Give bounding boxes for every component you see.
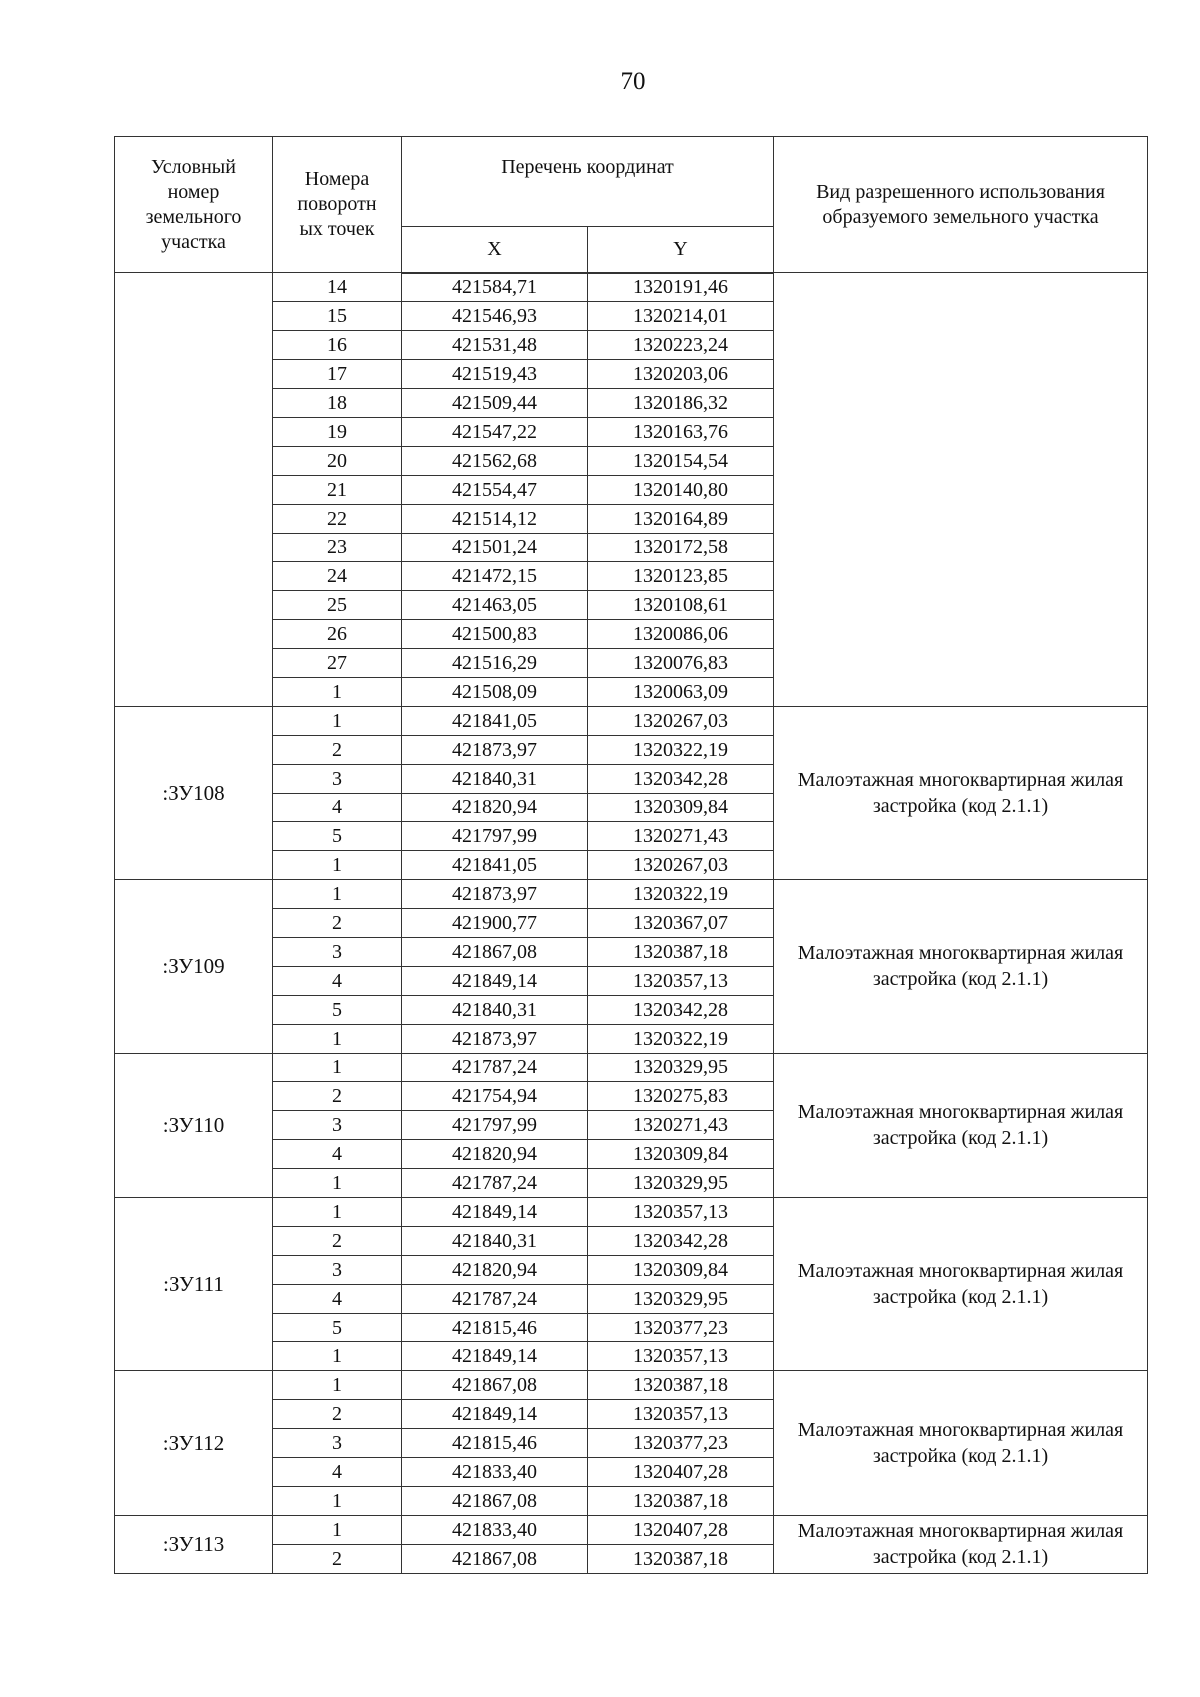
- y-coordinate-cell: 1320309,84: [588, 1255, 774, 1284]
- point-number-cell: 22: [273, 504, 402, 533]
- x-coordinate-cell: 421841,05: [402, 706, 588, 735]
- permitted-use-cell: Малоэтажная многоквартирная жилая застройка (код 2.1.1): [774, 706, 1148, 879]
- x-coordinate-cell: 421867,08: [402, 1544, 588, 1573]
- y-coordinate-cell: 1320387,18: [588, 1486, 774, 1515]
- x-coordinate-cell: 421849,14: [402, 1400, 588, 1429]
- x-coordinate-cell: 421463,05: [402, 591, 588, 620]
- y-coordinate-cell: 1320322,19: [588, 735, 774, 764]
- x-coordinate-cell: 421849,14: [402, 966, 588, 995]
- permitted-use-cell: Малоэтажная многоквартирная жилая застройка (код 2.1.1): [774, 880, 1148, 1053]
- point-number-cell: 14: [273, 273, 402, 302]
- point-number-cell: 20: [273, 446, 402, 475]
- y-coordinate-cell: 1320086,06: [588, 620, 774, 649]
- point-number-cell: 1: [273, 706, 402, 735]
- x-coordinate-cell: 421900,77: [402, 909, 588, 938]
- point-number-cell: 1: [273, 1053, 402, 1082]
- x-coordinate-cell: 421501,24: [402, 533, 588, 562]
- point-number-cell: 2: [273, 735, 402, 764]
- point-number-cell: 2: [273, 1082, 402, 1111]
- point-number-cell: 2: [273, 1400, 402, 1429]
- x-coordinate-cell: 421787,24: [402, 1284, 588, 1313]
- x-coordinate-cell: 421797,99: [402, 1111, 588, 1140]
- x-coordinate-cell: 421840,31: [402, 995, 588, 1024]
- x-coordinate-cell: 421873,97: [402, 1024, 588, 1053]
- y-coordinate-cell: 1320377,23: [588, 1429, 774, 1458]
- table-header: [115, 137, 1148, 273]
- y-coordinate-cell: 1320223,24: [588, 331, 774, 360]
- plot-id-cell: :ЗУ110: [115, 1053, 273, 1197]
- permitted-use-cell: Малоэтажная многоквартирная жилая застройка (код 2.1.1): [774, 1053, 1148, 1197]
- y-coordinate-cell: 1320172,58: [588, 533, 774, 562]
- point-number-cell: 19: [273, 417, 402, 446]
- table-row: [115, 1053, 1148, 1082]
- point-number-cell: 25: [273, 591, 402, 620]
- y-coordinate-cell: 1320342,28: [588, 995, 774, 1024]
- permitted-use-cell: [774, 273, 1148, 707]
- y-coordinate-cell: 1320163,76: [588, 417, 774, 446]
- point-number-cell: 24: [273, 562, 402, 591]
- x-coordinate-cell: 421867,08: [402, 1486, 588, 1515]
- plot-id-cell: :ЗУ111: [115, 1198, 273, 1371]
- x-coordinate-cell: 421849,14: [402, 1198, 588, 1227]
- y-coordinate-cell: 1320309,84: [588, 1140, 774, 1169]
- header-plot-id: Условный номер земельного участка: [115, 137, 273, 273]
- x-coordinate-cell: 421873,97: [402, 735, 588, 764]
- y-coordinate-cell: 1320309,84: [588, 793, 774, 822]
- x-coordinate-cell: 421833,40: [402, 1458, 588, 1487]
- x-coordinate-cell: 421797,99: [402, 822, 588, 851]
- x-coordinate-cell: 421508,09: [402, 677, 588, 706]
- y-coordinate-cell: 1320357,13: [588, 966, 774, 995]
- x-coordinate-cell: 421514,12: [402, 504, 588, 533]
- x-coordinate-cell: 421531,48: [402, 331, 588, 360]
- point-number-cell: 16: [273, 331, 402, 360]
- point-number-cell: 3: [273, 764, 402, 793]
- table-body: [115, 273, 1148, 1574]
- x-coordinate-cell: 421815,46: [402, 1313, 588, 1342]
- point-number-cell: 26: [273, 620, 402, 649]
- y-coordinate-cell: 1320191,46: [588, 273, 774, 302]
- y-coordinate-cell: 1320123,85: [588, 562, 774, 591]
- point-number-cell: 5: [273, 822, 402, 851]
- y-coordinate-cell: 1320329,95: [588, 1053, 774, 1082]
- point-number-cell: 15: [273, 302, 402, 331]
- point-number-cell: 3: [273, 1255, 402, 1284]
- table-row: [115, 273, 1148, 302]
- x-coordinate-cell: 421867,08: [402, 937, 588, 966]
- x-coordinate-cell: 421840,31: [402, 764, 588, 793]
- x-coordinate-cell: 421849,14: [402, 1342, 588, 1371]
- y-coordinate-cell: 1320342,28: [588, 764, 774, 793]
- point-number-cell: 17: [273, 360, 402, 389]
- table-row: [115, 1515, 1148, 1544]
- point-number-cell: 1: [273, 880, 402, 909]
- point-number-cell: 1: [273, 1515, 402, 1544]
- y-coordinate-cell: 1320329,95: [588, 1169, 774, 1198]
- y-coordinate-cell: 1320357,13: [588, 1400, 774, 1429]
- point-number-cell: 5: [273, 995, 402, 1024]
- table-row: [115, 706, 1148, 735]
- x-coordinate-cell: 421815,46: [402, 1429, 588, 1458]
- y-coordinate-cell: 1320267,03: [588, 851, 774, 880]
- plot-id-cell: :ЗУ109: [115, 880, 273, 1053]
- x-coordinate-cell: 421833,40: [402, 1515, 588, 1544]
- coordinates-table: [114, 136, 1148, 1574]
- header-permitted-use: Вид разрешенного использования образуемого земельного участка: [774, 137, 1148, 273]
- x-coordinate-cell: 421509,44: [402, 389, 588, 418]
- plot-id-cell: :ЗУ112: [115, 1371, 273, 1515]
- plot-id-cell: [115, 273, 273, 707]
- point-number-cell: 1: [273, 1169, 402, 1198]
- y-coordinate-cell: 1320076,83: [588, 649, 774, 678]
- x-coordinate-cell: 421516,29: [402, 649, 588, 678]
- x-coordinate-cell: 421500,83: [402, 620, 588, 649]
- plot-id-cell: :ЗУ108: [115, 706, 273, 879]
- y-coordinate-cell: 1320387,18: [588, 1544, 774, 1573]
- x-coordinate-cell: 421547,22: [402, 417, 588, 446]
- y-coordinate-cell: 1320377,23: [588, 1313, 774, 1342]
- point-number-cell: 27: [273, 649, 402, 678]
- x-coordinate-cell: 421820,94: [402, 793, 588, 822]
- header-x: X: [402, 227, 588, 273]
- table-row: [115, 1198, 1148, 1227]
- y-coordinate-cell: 1320407,28: [588, 1515, 774, 1544]
- x-coordinate-cell: 421554,47: [402, 475, 588, 504]
- point-number-cell: 1: [273, 1342, 402, 1371]
- point-number-cell: 1: [273, 1371, 402, 1400]
- y-coordinate-cell: 1320203,06: [588, 360, 774, 389]
- y-coordinate-cell: 1320164,89: [588, 504, 774, 533]
- permitted-use-cell: Малоэтажная многоквартирная жилая застройка (код 2.1.1): [774, 1515, 1148, 1573]
- x-coordinate-cell: 421820,94: [402, 1255, 588, 1284]
- table-row: [115, 1371, 1148, 1400]
- x-coordinate-cell: 421519,43: [402, 360, 588, 389]
- x-coordinate-cell: 421867,08: [402, 1371, 588, 1400]
- point-number-cell: 21: [273, 475, 402, 504]
- point-number-cell: 4: [273, 1284, 402, 1313]
- table-row: [115, 880, 1148, 909]
- header-coordinates: Перечень координат: [402, 137, 774, 227]
- x-coordinate-cell: 421754,94: [402, 1082, 588, 1111]
- x-coordinate-cell: 421840,31: [402, 1226, 588, 1255]
- point-number-cell: 18: [273, 389, 402, 418]
- y-coordinate-cell: 1320357,13: [588, 1342, 774, 1371]
- y-coordinate-cell: 1320186,32: [588, 389, 774, 418]
- point-number-cell: 3: [273, 1429, 402, 1458]
- point-number-cell: 4: [273, 966, 402, 995]
- x-coordinate-cell: 421787,24: [402, 1169, 588, 1198]
- y-coordinate-cell: 1320367,07: [588, 909, 774, 938]
- point-number-cell: 1: [273, 851, 402, 880]
- y-coordinate-cell: 1320154,54: [588, 446, 774, 475]
- point-number-cell: 2: [273, 1226, 402, 1255]
- x-coordinate-cell: 421787,24: [402, 1053, 588, 1082]
- header-turning-points: Номера поворотн ых точек: [273, 137, 402, 273]
- header-y: Y: [588, 227, 774, 273]
- point-number-cell: 4: [273, 1458, 402, 1487]
- point-number-cell: 1: [273, 1198, 402, 1227]
- point-number-cell: 3: [273, 937, 402, 966]
- point-number-cell: 2: [273, 909, 402, 938]
- plot-id-cell: :ЗУ113: [115, 1515, 273, 1573]
- point-number-cell: 4: [273, 793, 402, 822]
- point-number-cell: 1: [273, 1486, 402, 1515]
- y-coordinate-cell: 1320267,03: [588, 706, 774, 735]
- y-coordinate-cell: 1320140,80: [588, 475, 774, 504]
- point-number-cell: 5: [273, 1313, 402, 1342]
- x-coordinate-cell: 421820,94: [402, 1140, 588, 1169]
- y-coordinate-cell: 1320063,09: [588, 677, 774, 706]
- y-coordinate-cell: 1320407,28: [588, 1458, 774, 1487]
- y-coordinate-cell: 1320387,18: [588, 1371, 774, 1400]
- point-number-cell: 3: [273, 1111, 402, 1140]
- point-number-cell: 4: [273, 1140, 402, 1169]
- y-coordinate-cell: 1320342,28: [588, 1226, 774, 1255]
- page-number: 70: [620, 68, 646, 95]
- permitted-use-cell: Малоэтажная многоквартирная жилая застройка (код 2.1.1): [774, 1371, 1148, 1515]
- y-coordinate-cell: 1320108,61: [588, 591, 774, 620]
- y-coordinate-cell: 1320357,13: [588, 1198, 774, 1227]
- permitted-use-cell: Малоэтажная многоквартирная жилая застройка (код 2.1.1): [774, 1198, 1148, 1371]
- y-coordinate-cell: 1320275,83: [588, 1082, 774, 1111]
- x-coordinate-cell: 421584,71: [402, 273, 588, 302]
- point-number-cell: 1: [273, 1024, 402, 1053]
- point-number-cell: 23: [273, 533, 402, 562]
- y-coordinate-cell: 1320271,43: [588, 822, 774, 851]
- y-coordinate-cell: 1320387,18: [588, 937, 774, 966]
- x-coordinate-cell: 421873,97: [402, 880, 588, 909]
- x-coordinate-cell: 421472,15: [402, 562, 588, 591]
- point-number-cell: 2: [273, 1544, 402, 1573]
- y-coordinate-cell: 1320329,95: [588, 1284, 774, 1313]
- x-coordinate-cell: 421546,93: [402, 302, 588, 331]
- x-coordinate-cell: 421841,05: [402, 851, 588, 880]
- y-coordinate-cell: 1320214,01: [588, 302, 774, 331]
- x-coordinate-cell: 421562,68: [402, 446, 588, 475]
- y-coordinate-cell: 1320271,43: [588, 1111, 774, 1140]
- point-number-cell: 1: [273, 677, 402, 706]
- y-coordinate-cell: 1320322,19: [588, 1024, 774, 1053]
- y-coordinate-cell: 1320322,19: [588, 880, 774, 909]
